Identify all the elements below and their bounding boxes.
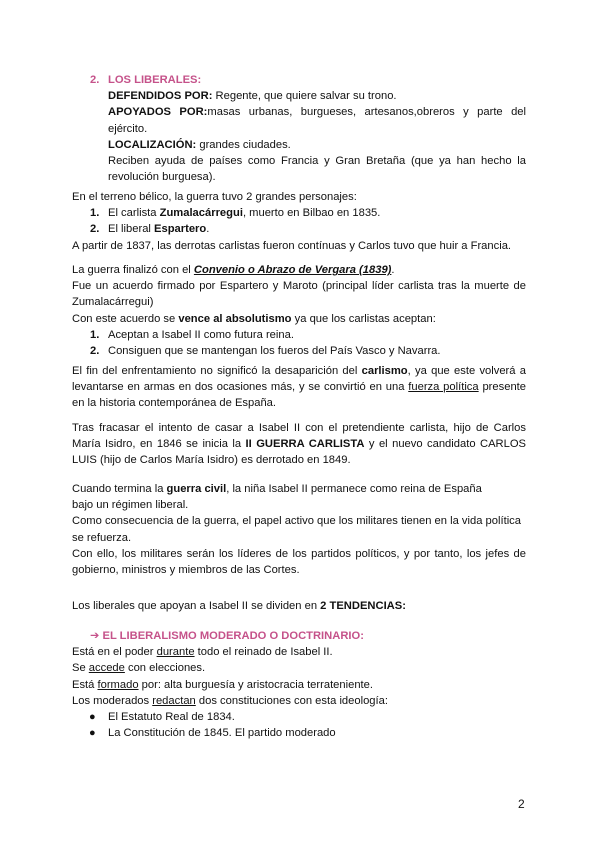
moderado-line [72, 677, 526, 693]
guerra-civil-bold: guerra civil [166, 483, 227, 495]
text-span: dos constituciones con esta ideología: [195, 694, 388, 707]
personajes-list [72, 205, 526, 237]
moderado-heading [72, 628, 526, 644]
tendencias-line [72, 598, 526, 614]
section-title: LOS LIBERALES: [108, 74, 202, 86]
localizacion-label: LOCALIZACIÓN: [108, 138, 197, 151]
list-number: 1. [90, 328, 100, 341]
section-convenio [72, 262, 526, 359]
convenio-acuerdo: Fue un acuerdo firmado por Espartero y Maroto (principal líder carlista tras la muerte de Zumalacárregui) [72, 280, 526, 309]
list-bold: Espartero [154, 223, 207, 236]
moderado-line [72, 660, 526, 676]
moderado-line [72, 644, 526, 660]
text-span: presente en la historia contemporánea de España. [72, 381, 526, 410]
text-span: todo el reinado de Isabel II. [194, 646, 333, 659]
list-number: 2. [90, 345, 100, 358]
tendencias-bold: 2 TENDENCIAS: [320, 600, 406, 612]
guerra-civil-line [72, 481, 526, 497]
consecuencia-line: Como consecuencia de la guerra, el papel activo que los militares tienen en la vida política se refuerza. [72, 515, 522, 544]
text-span: Está [72, 678, 98, 691]
text-span: , ya que este volverá a levantarse en armas en dos ocasiones más, y se convirtió en una [72, 365, 526, 394]
defendidos-line [108, 88, 526, 104]
section-belico [72, 189, 526, 254]
list-item [72, 343, 526, 359]
bullet-icon: ● [89, 727, 96, 740]
list-number: 2. [90, 223, 100, 236]
carlismo-bold: carlismo [361, 365, 408, 377]
list-bold: Zumalacárregui [159, 207, 243, 220]
list-text: El liberal [108, 223, 155, 236]
list-item [72, 327, 526, 343]
underlined-word: durante [156, 646, 195, 659]
text-span: Los moderados [72, 694, 153, 707]
arrow-icon: ➔ [90, 630, 100, 642]
list-text: , muerto en Bilbao en 1835. [242, 207, 381, 220]
underlined-word: accede [88, 662, 125, 675]
vence-bold: vence al absolutismo [178, 312, 292, 325]
underlined-word: formado [97, 678, 139, 691]
list-text: Consiguen que se mantengan los fueros del País Vasco y Navarra. [108, 345, 441, 358]
text-span: El fin del enfrentamiento no significó la desaparición del [72, 365, 362, 377]
list-item [72, 221, 526, 237]
list-item [72, 725, 526, 741]
text-span: Se [72, 662, 89, 675]
text-span: La guerra finalizó con el [72, 264, 194, 276]
guerra-civil-paragraph [72, 481, 526, 578]
carlismo-paragraph [72, 363, 526, 412]
segunda-guerra-paragraph [72, 420, 526, 469]
defendidos-text: Regente, que quiere salvar su trono. [212, 90, 397, 103]
list-item [72, 709, 526, 725]
belico-intro: En el terreno bélico, la guerra tuvo 2 grandes personajes: [72, 191, 357, 203]
constituciones-list [72, 709, 526, 741]
list-text: . [206, 223, 210, 236]
apoyados-label: APOYADOS POR: [108, 106, 208, 119]
localizacion-line [108, 137, 526, 153]
convenio-intro [72, 262, 526, 278]
text-span: por: alta burguesía y aristocracia terrateniente. [138, 678, 373, 691]
text-span: Cuando termina la [72, 483, 167, 495]
convenio-vence [72, 311, 526, 327]
moderado-title: EL LIBERALISMO MODERADO O DOCTRINARIO: [102, 630, 364, 642]
apoyados-text: masas urbanas, burgueses, artesanos,obreros y parte del ejército. [108, 106, 527, 135]
text-span: ya que los carlistas aceptan: [291, 312, 436, 325]
aceptan-list [72, 327, 526, 359]
text-span: . [391, 264, 395, 276]
segunda-guerra-bold: II GUERRA CARLISTA [245, 438, 365, 451]
moderado-line [72, 693, 526, 709]
defendidos-label: DEFENDIDOS POR: [108, 90, 213, 103]
list-text: Aceptan a Isabel II como futura reina. [108, 328, 294, 341]
list-text: El Estatuto Real de 1834. [108, 711, 235, 724]
convenio-title: Convenio o Abrazo de Vergara (1839) [193, 264, 392, 276]
apoyados-line [108, 104, 526, 136]
text-span: Con este acuerdo se [72, 312, 179, 325]
fuerza-politica: fuerza política [408, 381, 479, 394]
belico-outro: A partir de 1837, las derrotas carlistas fueron contínuas y Carlos tuvo que huir a Francia. [72, 239, 512, 252]
section-number: 2. [90, 74, 100, 86]
page-number: 2 [518, 797, 525, 811]
section-liberales [90, 72, 526, 185]
regimen-line: bajo un régimen liberal. [72, 499, 189, 512]
bullet-icon: ● [89, 711, 96, 724]
list-number: 1. [90, 207, 100, 220]
text-span: y el nuevo candidato CARLOS LUIS (hijo de Carlos María Isidro) es derrotado en 1849. [72, 438, 526, 467]
section-moderado [72, 628, 526, 741]
text-span: , la niña Isabel II permanece como reina de España [226, 483, 482, 495]
underlined-word: redactan [152, 694, 196, 707]
text-span: Los liberales que apoyan a Isabel II se dividen en [72, 600, 321, 612]
ayuda-paragraph: Reciben ayuda de países como Francia y Gran Bretaña (que ya han hecho la revolución burguesa). [108, 155, 526, 184]
text-span: Tras fracasar el intento de casar a Isabel II con el pretendiente carlista, hijo de Carlos María Isidro, en 1846 se inicia la [72, 422, 526, 451]
list-item [72, 205, 526, 221]
militares-line: Con ello, los militares serán los líderes de los partidos políticos, y por tanto, los jefes de gobierno, ministros y miembros de las Cortes. [72, 547, 526, 577]
list-text: La Constitución de 1845. El partido moderado [108, 727, 336, 740]
text-span: con elecciones. [124, 662, 206, 675]
list-text: El carlista [108, 207, 160, 220]
section-heading [90, 72, 526, 88]
localizacion-text: grandes ciudades. [196, 138, 291, 151]
text-span: Está en el poder [72, 646, 157, 659]
